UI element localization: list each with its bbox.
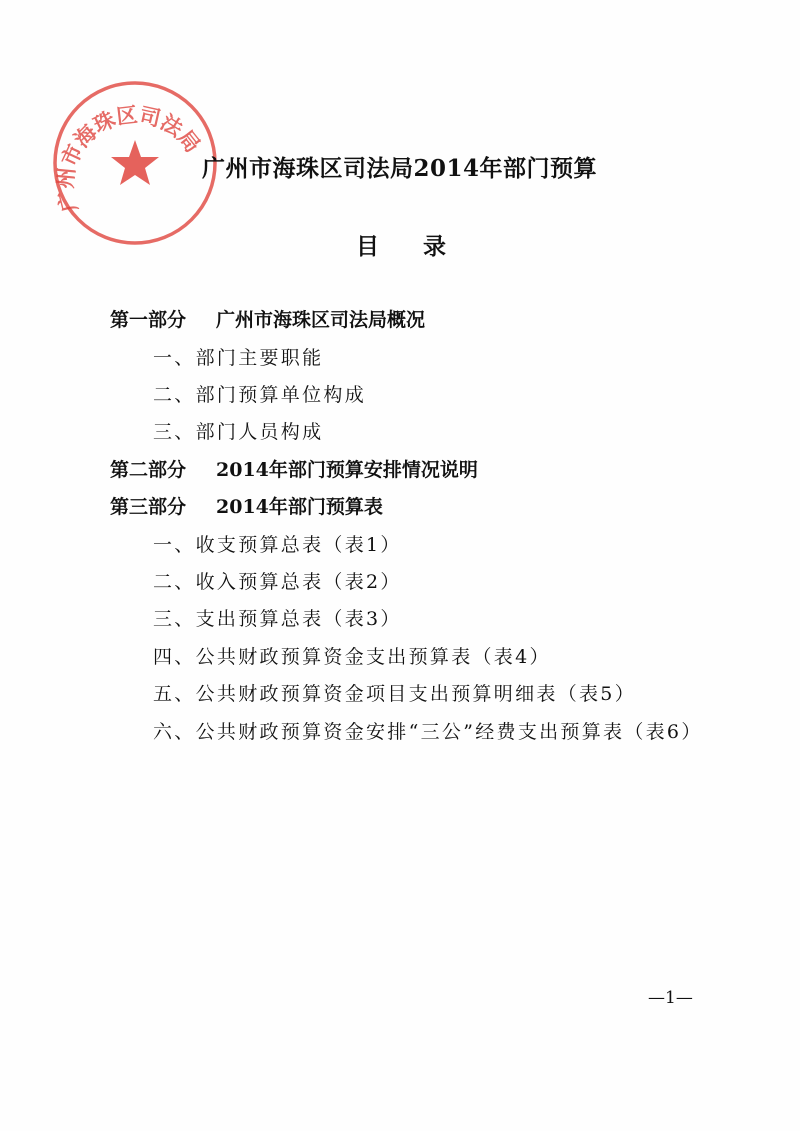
official-seal bbox=[50, 78, 220, 248]
toc-item: 六、公共财政预算资金安排“三公”经费支出预算表（表6） bbox=[153, 721, 703, 743]
svg-text:广州市海珠区司法局: 广州市海珠区司法局 bbox=[53, 102, 205, 215]
toc-item: 四、公共财政预算资金支出预算表（表4） bbox=[153, 646, 551, 668]
part-title: 2014年部门预算表 bbox=[216, 496, 383, 518]
part-title: 2014年部门预算安排情况说明 bbox=[216, 459, 478, 481]
part-number: 第一部分 bbox=[110, 309, 187, 331]
part-number: 第二部分 bbox=[110, 459, 187, 481]
part-number: 第三部分 bbox=[110, 496, 187, 518]
toc-item: 五、公共财政预算资金项目支出预算明细表（表5） bbox=[153, 683, 636, 705]
toc-item: 一、部门主要职能 bbox=[153, 347, 324, 369]
toc-heading: 目录 bbox=[356, 233, 490, 260]
star-icon bbox=[111, 140, 159, 185]
toc-item: 三、支出预算总表（表3） bbox=[153, 608, 402, 630]
toc-item: 三、部门人员构成 bbox=[153, 421, 324, 443]
document-title: 广州市海珠区司法局2014年部门预算 bbox=[202, 155, 598, 182]
page-number: —1— bbox=[648, 988, 693, 1008]
toc-item: 一、收支预算总表（表1） bbox=[153, 534, 402, 556]
toc-part-3 bbox=[110, 492, 383, 519]
toc-part-2 bbox=[110, 455, 478, 482]
part-title: 广州市海珠区司法局概况 bbox=[216, 309, 426, 331]
toc-item: 二、收入预算总表（表2） bbox=[153, 571, 402, 593]
toc-part-1 bbox=[110, 305, 425, 332]
toc-item: 二、部门预算单位构成 bbox=[153, 384, 367, 406]
